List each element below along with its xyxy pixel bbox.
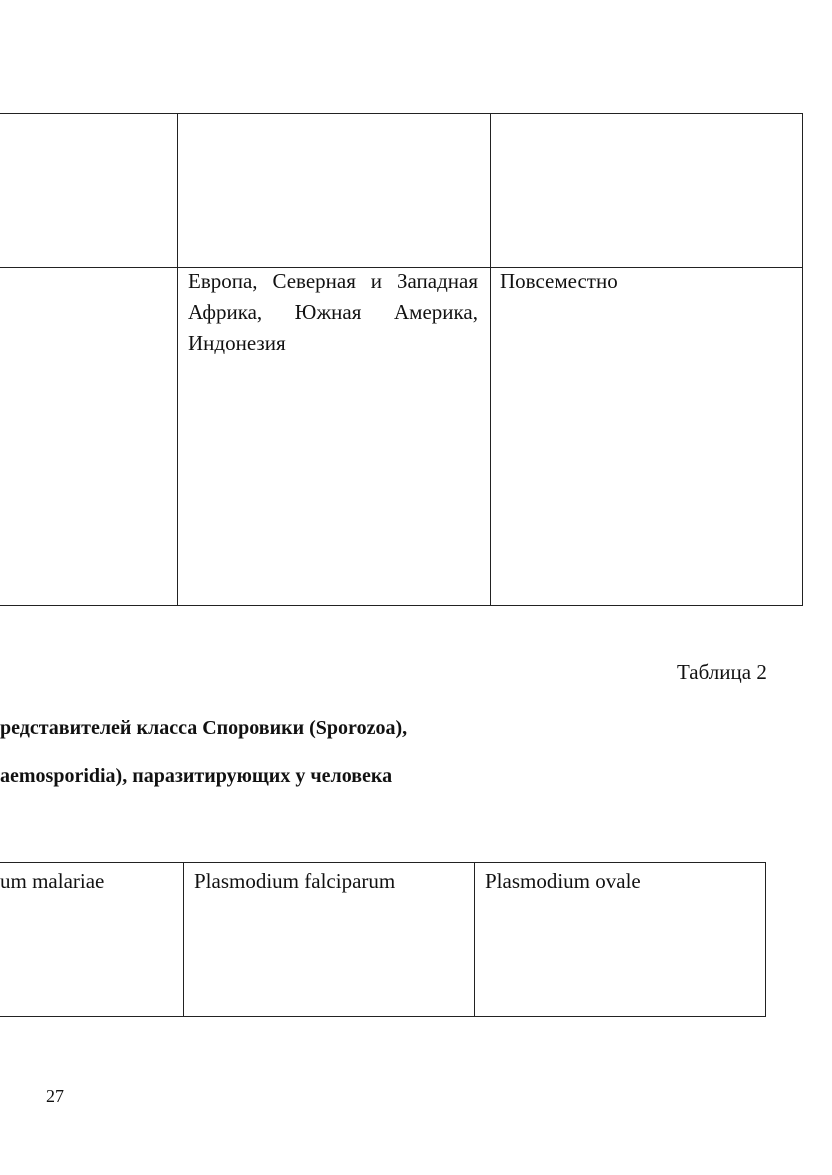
top-table-border-right <box>802 113 803 606</box>
top-table-border-bottom <box>0 605 803 606</box>
bottom-table-header: um malariae <box>0 869 105 893</box>
distribution-cell: Повсеместно <box>500 269 618 293</box>
page-number: 27 <box>46 1086 64 1106</box>
distribution-cell: Европа, Северная и Западная Африка, Южная Америка, Индонезия <box>188 269 478 355</box>
bottom-table-header: Plasmodium falciparum <box>194 869 396 893</box>
top-table-col-divider-1 <box>177 113 178 606</box>
bottom-table-border-right <box>765 862 766 1017</box>
bottom-table-border-bottom <box>0 1016 766 1017</box>
table-heading-line-1: редставителей класса Споровики (Sporozoa), <box>0 717 408 739</box>
table-heading-line-2: aemosporidia), паразитирующих у человека <box>0 765 393 787</box>
bottom-table-col-divider-2 <box>474 862 475 1017</box>
table-caption: Таблица 2 <box>677 660 767 684</box>
bottom-table-header: Plasmodium ovale <box>485 869 641 893</box>
top-table-border-top <box>0 113 803 114</box>
bottom-table-border-top <box>0 862 766 863</box>
top-table-col-divider-2 <box>490 113 491 606</box>
bottom-table-col-divider-1 <box>183 862 184 1017</box>
